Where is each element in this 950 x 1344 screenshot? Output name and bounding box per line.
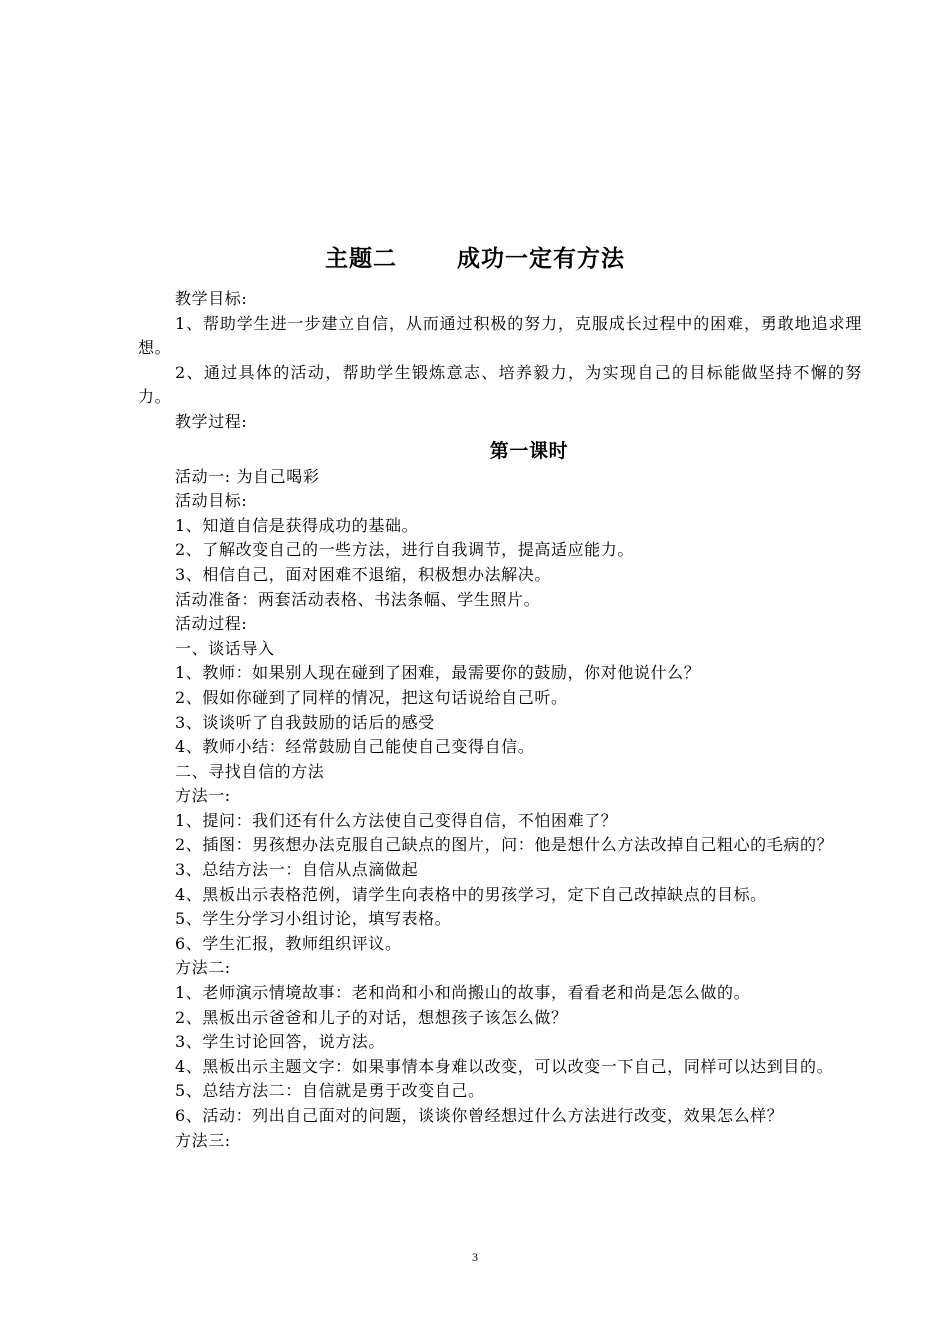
- document-title: [0, 244, 950, 274]
- paragraph: 活动准备：两套活动表格、书法条幅、学生照片。: [175, 589, 541, 609]
- document-body: [138, 287, 862, 1153]
- paragraph: 6、活动：列出自己面对的问题，谈谈你曾经想过什么方法进行改变，效果怎么样？: [175, 1106, 784, 1125]
- paragraph: 1、教师：如果别人现在碰到了困难，最需要你的鼓励，你对他说什么？: [175, 663, 701, 683]
- paragraph: 1、老师演示情境故事：老和尚和小和尚搬山的故事，看看老和尚是怎么做的。: [175, 983, 751, 1003]
- paragraph: 2、插图：男孩想办法克服自己缺点的图片，问：他是想什么方法改掉自己粗心的毛病的？: [175, 835, 834, 855]
- title-theme-name: 成功一定有方法: [457, 245, 625, 272]
- paragraph: 4、教师小结：经常鼓励自己能使自己变得自信。: [175, 737, 535, 757]
- paragraph: 一、谈话导入: [175, 638, 275, 658]
- paragraph: 3、相信自己，面对困难不退缩，积极想办法解决。: [175, 564, 551, 584]
- paragraph: 4、黑板出示主题文字：如果事情本身难以改变，可以改变一下自己，同样可以达到目的。: [175, 1056, 834, 1076]
- paragraph: 2、假如你碰到了同样的情况，把这句话说给自己听。: [175, 687, 568, 707]
- page-number: 3: [472, 1250, 478, 1264]
- paragraph: 教学目标:: [175, 289, 248, 308]
- title-theme-number: 主题二: [325, 245, 397, 272]
- paragraph: 5、总结方法二：自信就是勇于改变自己。: [175, 1081, 485, 1101]
- paragraph: 活动过程:: [175, 614, 248, 634]
- paragraph: 二、寻找自信的方法: [175, 761, 325, 781]
- paragraph: 2、黑板出示爸爸和儿子的对话，想想孩子该怎么做？: [175, 1007, 568, 1027]
- paragraph: 方法二:: [175, 958, 231, 978]
- paragraph: 5、学生分学习小组讨论，填写表格。: [175, 909, 452, 929]
- paragraph: 活动一: 为自己喝彩: [175, 466, 320, 486]
- paragraph: 6、学生汇报，教师组织评议。: [175, 933, 402, 953]
- section-heading: 第一课时: [489, 439, 569, 462]
- paragraph: 1、知道自信是获得成功的基础。: [175, 515, 419, 535]
- paragraph: 4、黑板出示表格范例，请学生向表格中的男孩学习，定下自己改掉缺点的目标。: [175, 884, 767, 904]
- paragraph: 方法三:: [175, 1130, 231, 1150]
- paragraph: 1、帮助学生进一步建立自信，从而通过积极的努力，克服成长过程中的困难，勇敢地追求理想。: [138, 313, 862, 358]
- paragraph: 方法一:: [175, 786, 231, 806]
- paragraph: 2、了解改变自己的一些方法，进行自我调节，提高适应能力。: [175, 540, 634, 560]
- paragraph: 3、谈谈听了自我鼓励的话后的感受: [175, 712, 435, 732]
- paragraph: 3、总结方法一：自信从点滴做起: [175, 860, 419, 880]
- paragraph: 1、提问：我们还有什么方法使自己变得自信，不怕困难了？: [175, 810, 618, 830]
- paragraph: 活动目标:: [175, 491, 248, 511]
- paragraph: 3、学生讨论回答，说方法。: [175, 1032, 385, 1052]
- paragraph: 2、通过具体的活动，帮助学生锻炼意志、培养毅力，为实现自己的目标能做坚持不懈的努力。: [138, 362, 862, 407]
- paragraph: 教学过程:: [175, 411, 248, 431]
